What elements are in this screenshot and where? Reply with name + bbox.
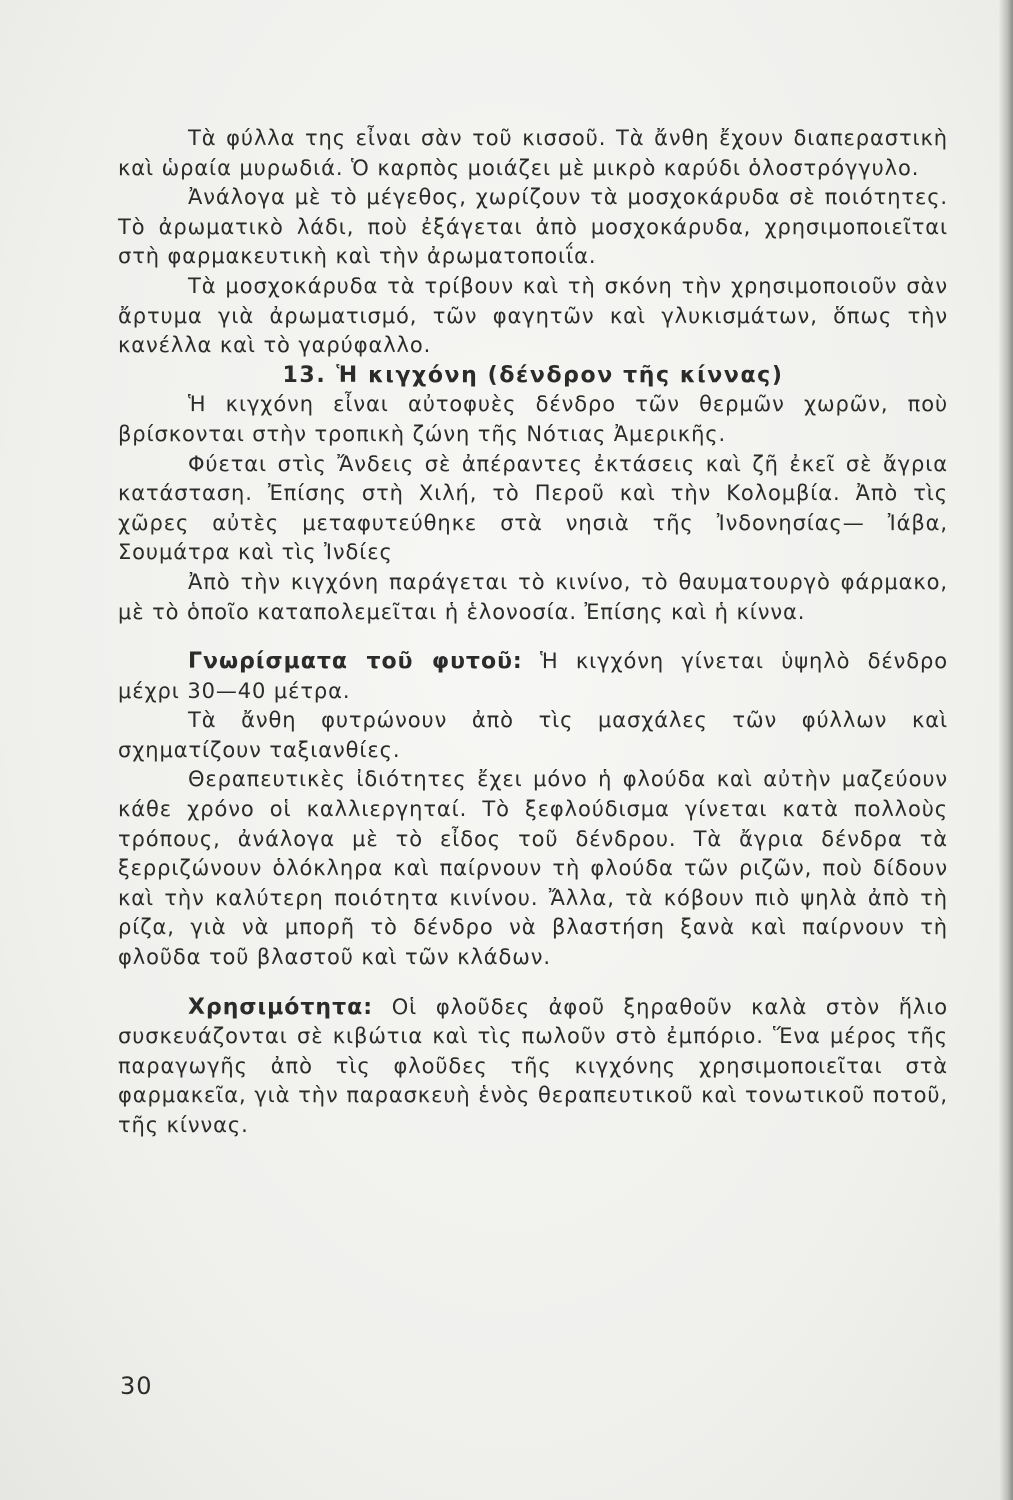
features-label: Γνωρίσματα τοῦ φυτοῦ: [188, 649, 523, 675]
usefulness-label: Χρησιμότητα: [188, 994, 374, 1020]
paragraph: Τὰ μοσχοκάρυδα τὰ τρίβουν καὶ τὴ σκόνη τὴν χρησιμοποιοῦν σὰν ἄρτυμα γιὰ ἀρωματισμό, τῶν φαγητῶν καὶ γλυκισμάτων, ὅπως τὴν κανέλλα καὶ τὸ γαρύφαλλο. [118, 273, 948, 358]
usefulness-text: Οἱ φλοῦδες ἀφοῦ ξηραθοῦν καλὰ στὸν ἥλιο συσκευάζονται σὲ κιβώτια καὶ τὶς πωλοῦν στὸ ἐμπόριο. Ἕνα μέρος τῆς παραγωγῆς ἀπὸ τὶς φλοῦδες τῆς κιγχόνης χρησιμοποιεῖται στὰ φαρμακεῖα, γιὰ τὴν παρασκευὴ ἑνὸς θεραπευτικοῦ καὶ τονωτικοῦ ποτοῦ, τῆς κίννας. [118, 994, 948, 1137]
paragraph: Τὰ ἄνθη φυτρώνουν ἀπὸ τὶς μασχάλες τῶν φύλλων καὶ σχηματίζουν ταξιανθίες. [118, 708, 948, 762]
page-number: 30 [120, 1372, 153, 1400]
paragraph: Θεραπευτικὲς ἰδιότητες ἔχει μόνο ἡ φλούδα καὶ αὐτὴν μαζεύουν κάθε χρόνο οἱ καλλιεργηταί. Τὸ ξεφλούδισμα γίνεται κατὰ πολλοὺς τρόπους, ἀνάλογα μὲ τὸ εἶδος τοῦ δένδρου. Τὰ ἄγρια δένδρα τὰ ξερριζώνουν ὁλόκληρα καὶ παίρνουν τὴ φλούδα τῶν ριζῶν, ποὺ δίδουν καὶ τὴν καλύτερη ποιότητα κινίνου. Ἄλλα, τὰ κόβουν πιὸ ψηλὰ ἀπὸ τὴ ρίζα, γιὰ νὰ μπορῆ τὸ δένδρο νὰ βλαστήση ξανὰ καὶ παίρνουν τὴ φλοῦδα τοῦ βλαστοῦ καὶ τῶν κλάδων. [118, 767, 948, 970]
paragraph: Ἡ κιγχόνη εἶναι αὐτοφυὲς δένδρο τῶν θερμῶν χωρῶν, ποὺ βρίσκονται στὴν τροπικὴ ζώνη τῆς Νότιας Ἀμερικῆς. [118, 392, 948, 446]
paragraph: Ἀνάλογα μὲ τὸ μέγεθος, χωρίζουν τὰ μοσχοκάρυδα σὲ ποιότητες. Τὸ ἀρωματικὸ λάδι, ποὺ ἐξάγεται ἀπὸ μοσχοκάρυδα, χρησιμοποιεῖται στὴ φαρμακευτικὴ καὶ τὴν ἀρωματοποιΐα. [118, 185, 948, 269]
paragraph: Φύεται στὶς Ἄνδεις σὲ ἀπέραντες ἐκτάσεις καὶ ζῆ ἐκεῖ σὲ ἄγρια κατάσταση. Ἐπίσης στὴ Χιλή, τὸ Περοῦ καὶ τὴν Κολομβία. Ἀπὸ τὶς χῶρες αὐτὲς μεταφυτεύθηκε στὰ νησιὰ τῆς Ἰνδονησίας— Ἰάβα, Σουμάτρα καὶ τὶς Ἰνδίες [118, 451, 948, 565]
section-heading [118, 361, 948, 391]
section-number: 13. [282, 362, 327, 388]
page-edge-shadow [999, 0, 1013, 1500]
features-paragraph [118, 647, 948, 706]
features-text: Ἡ κιγχόνη γίνεται ὑψηλὸ δένδρο μέχρι 30—40 μέτρα. [118, 649, 948, 703]
usefulness-paragraph [118, 993, 948, 1141]
paragraph: Ἀπὸ τὴν κιγχόνη παράγεται τὸ κινίνο, τὸ θαυματουργὸ φάρμακο, μὲ τὸ ὁποῖο καταπολεμεῖται ἡ ἑλονοσία. Ἐπίσης καὶ ἡ κίννα. [118, 569, 948, 624]
section-title: Ἡ κιγχόνη (δένδρον τῆς κίννας) [336, 362, 784, 388]
paragraph: Τὰ φύλλα της εἶναι σὰν τοῦ κισσοῦ. Τὰ ἄνθη ἔχουν διαπεραστικὴ καὶ ὡραία μυρωδιά. Ὁ καρπὸς μοιάζει μὲ μικρὸ καρύδι ὁλοστρόγγυλο. [118, 126, 948, 180]
page-text [118, 124, 948, 1141]
